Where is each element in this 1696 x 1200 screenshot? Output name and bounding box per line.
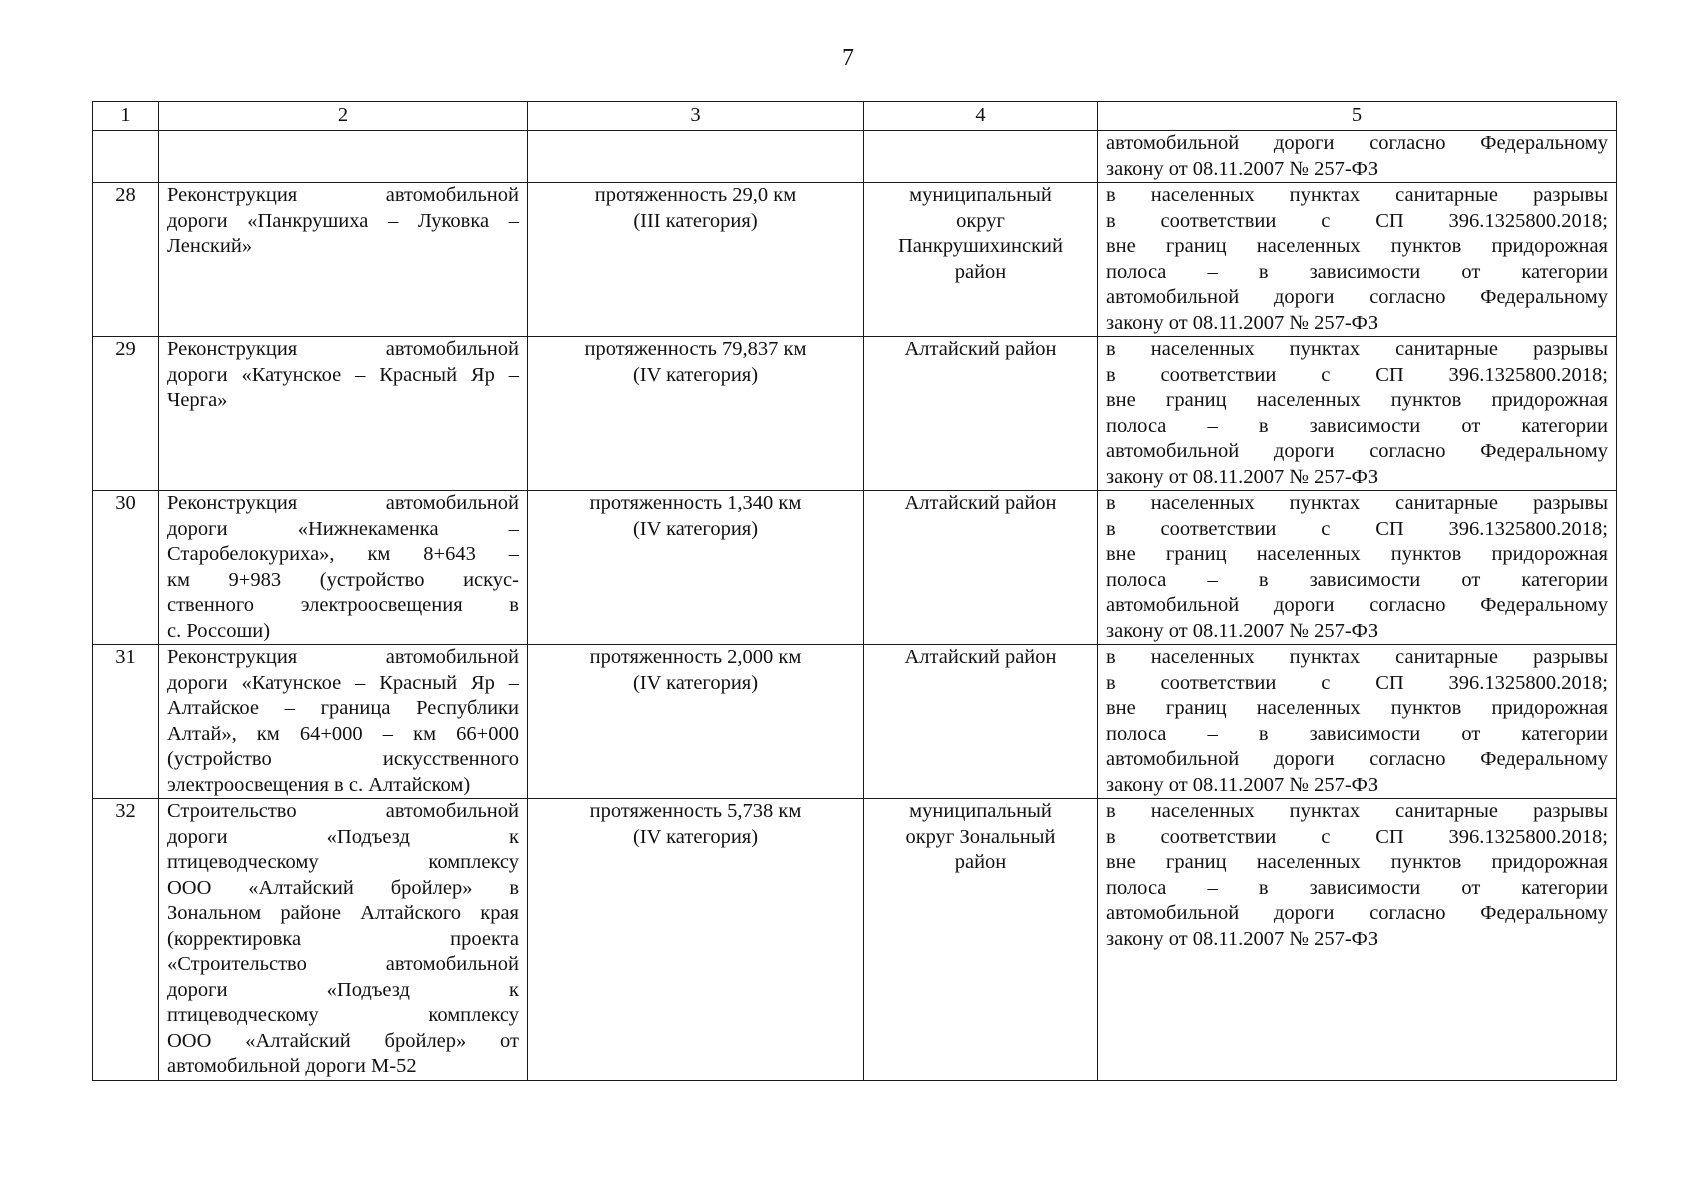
text-line: ООО «Алтайский бройлер» от: [167, 1029, 519, 1052]
text-line: с. Россоши): [167, 619, 271, 642]
text-line: Старобелокуриха», км 8+643 –: [167, 543, 519, 565]
table-row: [93, 491, 1617, 645]
text-line: автомобильной дороги М-52: [167, 1055, 417, 1077]
cell-zone: [1098, 799, 1617, 1081]
cell-object: [159, 645, 528, 799]
text-line: (устройство искусственного: [167, 748, 519, 770]
text-line: в населенных пунктах санитарные разрывы: [1106, 646, 1608, 668]
text-line: Панкрушихинский: [897, 235, 1063, 257]
cell-location: [864, 491, 1098, 645]
text-line: полоса – в зависимости от категории: [1106, 260, 1608, 283]
text-line: полоса – в зависимости от категории: [1106, 722, 1608, 745]
cell-zone: [1098, 131, 1617, 183]
cell-num: 30: [93, 491, 159, 645]
continuation-row: [93, 131, 1617, 183]
cell-object: [159, 799, 528, 1081]
text-line: Алтайский район: [904, 338, 1057, 360]
text-line: в соответствии с СП 396.1325800.2018;: [1106, 517, 1608, 540]
cell-location: [864, 183, 1098, 337]
text-line: (IV категория): [632, 825, 759, 848]
cell-parameters: [528, 645, 864, 799]
text-line: Реконструкция автомобильной: [167, 646, 519, 668]
text-line: автомобильной дороги согласно Федеральному: [1106, 594, 1608, 616]
cell-object: [159, 491, 528, 645]
cell-parameters: [528, 337, 864, 491]
col-header-4: 4: [864, 102, 1098, 131]
cell-num: 32: [93, 799, 159, 1081]
text-line: (IV категория): [632, 517, 759, 540]
text-line: район: [954, 260, 1007, 283]
text-line: протяженность 79,837 км: [584, 338, 807, 360]
text-line: муниципальный: [909, 800, 1052, 822]
text-line: Алтайский район: [904, 646, 1057, 668]
text-line: вне границ населенных пунктов придорожная: [1106, 389, 1608, 411]
text-line: автомобильной дороги согласно Федеральному: [1106, 440, 1608, 462]
text-line: дороги «Катунское – Красный Яр –: [167, 363, 519, 386]
text-line: протяженность 29,0 км: [594, 184, 797, 206]
text-line: (IV категория): [632, 671, 759, 694]
text-line: протяженность 2,000 км: [589, 646, 802, 668]
cell-object: [159, 183, 528, 337]
text-line: закону от 08.11.2007 № 257-ФЗ: [1106, 773, 1379, 796]
cell-zone: [1098, 645, 1617, 799]
text-line: дороги «Панкрушиха – Луковка –: [167, 209, 519, 232]
text-line: полоса – в зависимости от категории: [1106, 414, 1608, 437]
cell-object: [159, 131, 528, 183]
text-line: дороги «Подъезд к: [167, 978, 519, 1001]
text-line: птицеводческому комплексу: [167, 851, 519, 873]
text-line: автомобильной дороги согласно Федеральному: [1106, 902, 1608, 924]
text-line: в населенных пунктах санитарные разрывы: [1106, 338, 1608, 360]
text-line: в соответствии с СП 396.1325800.2018;: [1106, 363, 1608, 386]
text-line: Реконструкция автомобильной: [167, 338, 519, 360]
text-line: вне границ населенных пунктов придорожная: [1106, 851, 1608, 873]
text-line: (корректировка проекта: [167, 927, 519, 950]
text-line: вне границ населенных пунктов придорожная: [1106, 543, 1608, 565]
text-line: закону от 08.11.2007 № 257-ФЗ: [1106, 619, 1379, 642]
text-line: дороги «Катунское – Красный Яр –: [167, 671, 519, 694]
cell-num: [93, 131, 159, 183]
cell-parameters: [528, 183, 864, 337]
cell-parameters: [528, 491, 864, 645]
text-line: в населенных пунктах санитарные разрывы: [1106, 184, 1608, 206]
cell-location: [864, 131, 1098, 183]
text-line: (IV категория): [632, 363, 759, 386]
text-line: район: [954, 851, 1007, 873]
text-line: закону от 08.11.2007 № 257-ФЗ: [1106, 311, 1379, 334]
text-line: закону от 08.11.2007 № 257-ФЗ: [1106, 465, 1379, 488]
cell-object: [159, 337, 528, 491]
text-line: Строительство автомобильной: [167, 800, 519, 822]
col-header-2: 2: [159, 102, 528, 131]
text-line: округ Зональный: [905, 825, 1056, 848]
text-line: автомобильной дороги согласно Федеральному: [1106, 286, 1608, 308]
text-line: закону от 08.11.2007 № 257-ФЗ: [1106, 927, 1379, 950]
text-line: Реконструкция автомобильной: [167, 492, 519, 514]
col-header-1: 1: [93, 102, 159, 131]
cell-location: [864, 337, 1098, 491]
text-line: ООО «Алтайский бройлер» в: [167, 876, 519, 899]
text-line: округ: [956, 209, 1005, 232]
table-row: [93, 645, 1617, 799]
text-line: муниципальный: [909, 184, 1052, 206]
text-line: Зональном районе Алтайского края: [167, 902, 519, 924]
text-line: км 9+983 (устройство искус-: [167, 568, 519, 591]
text-line: вне границ населенных пунктов придорожная: [1106, 697, 1608, 719]
text-line: Алтай», км 64+000 – км 66+000: [167, 722, 519, 745]
text-line: Алтайский район: [904, 492, 1057, 514]
text-line: Алтайское – граница Республики: [167, 697, 519, 719]
text-line: в соответствии с СП 396.1325800.2018;: [1106, 825, 1608, 848]
table-row: [93, 337, 1617, 491]
page-number: 7: [842, 45, 854, 71]
text-line: дороги «Нижнекаменка –: [167, 517, 519, 540]
text-line: закону от 08.11.2007 № 257-ФЗ: [1106, 157, 1379, 180]
table-row: [93, 799, 1617, 1081]
text-line: автомобильной дороги согласно Федеральному: [1106, 748, 1608, 770]
cell-zone: [1098, 183, 1617, 337]
text-line: Ленский»: [167, 235, 253, 257]
header-row: [93, 102, 1617, 131]
text-line: в населенных пунктах санитарные разрывы: [1106, 800, 1608, 822]
cell-location: [864, 645, 1098, 799]
text-line: птицеводческому комплексу: [167, 1004, 519, 1026]
col-header-5: 5: [1098, 102, 1617, 131]
text-line: ственного электроосвещения в: [167, 594, 519, 616]
text-line: дороги «Подъезд к: [167, 825, 519, 848]
text-line: протяженность 5,738 км: [589, 800, 802, 822]
cell-parameters: [528, 799, 864, 1081]
text-line: полоса – в зависимости от категории: [1106, 568, 1608, 591]
text-line: «Строительство автомобильной: [167, 953, 519, 975]
text-line: (III категория): [633, 209, 758, 232]
text-line: Реконструкция автомобильной: [167, 184, 519, 206]
cell-num: 29: [93, 337, 159, 491]
cell-num: 28: [93, 183, 159, 337]
text-line: в населенных пунктах санитарные разрывы: [1106, 492, 1608, 514]
cell-zone: [1098, 491, 1617, 645]
text-line: протяженность 1,340 км: [589, 492, 802, 514]
text-line: Черга»: [167, 389, 228, 411]
text-line: в соответствии с СП 396.1325800.2018;: [1106, 209, 1608, 232]
text-line: электроосвещения в с. Алтайском): [167, 773, 471, 796]
col-header-3: 3: [528, 102, 864, 131]
table-row: [93, 183, 1617, 337]
text-line: вне границ населенных пунктов придорожная: [1106, 235, 1608, 257]
cell-zone: [1098, 337, 1617, 491]
data-table: [92, 101, 1617, 1081]
text-line: в соответствии с СП 396.1325800.2018;: [1106, 671, 1608, 694]
text-line: автомобильной дороги согласно Федеральному: [1106, 132, 1608, 154]
cell-location: [864, 799, 1098, 1081]
text-line: полоса – в зависимости от категории: [1106, 876, 1608, 899]
cell-num: 31: [93, 645, 159, 799]
cell-parameters: [528, 131, 864, 183]
